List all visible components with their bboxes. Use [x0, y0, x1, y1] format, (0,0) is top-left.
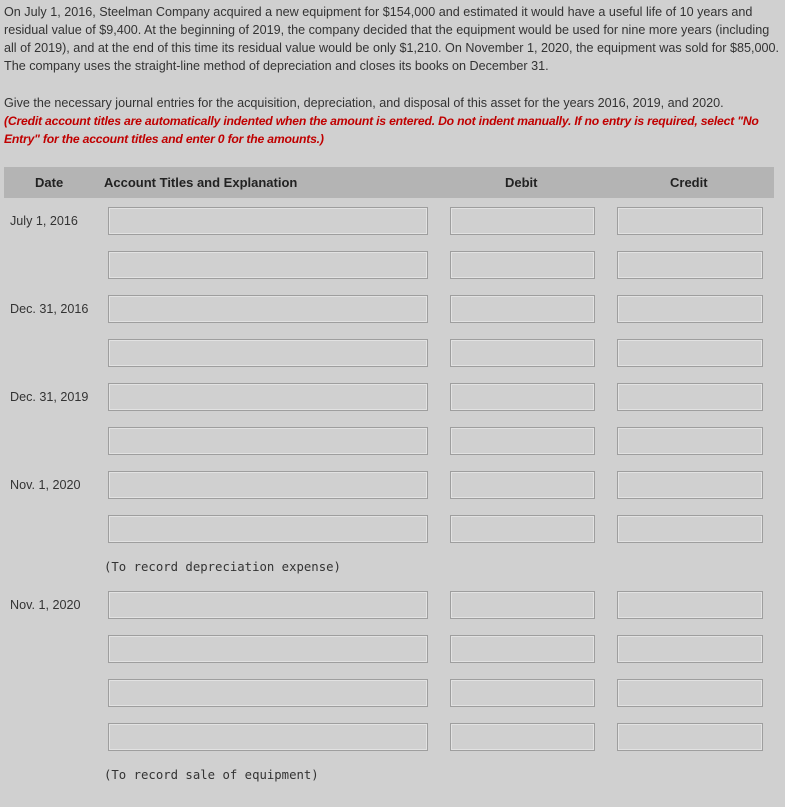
debit-input[interactable] [450, 635, 595, 663]
credit-input[interactable] [617, 515, 763, 543]
debit-input[interactable] [450, 427, 595, 455]
problem-statement: On July 1, 2016, Steelman Company acquired a new equipment for $154,000 and estimated it would have a useful life of 10 years and residual value of $9,400. At the beginning of 2019, the company decided that the equipment would be used for nine more years (including all of 2019), and at the end of this time its residual value would be only $1,210. On November 1, 2020, the equipment was sold for $85,000. The company uses the straight-line method of depreciation and closes its books on December 31. [4, 5, 779, 73]
account-title-input[interactable] [108, 515, 428, 543]
debit-input[interactable] [450, 251, 595, 279]
account-title-input[interactable] [108, 295, 428, 323]
entry-date: Dec. 31, 2016 [10, 302, 89, 316]
credit-input[interactable] [617, 679, 763, 707]
entry-date: Nov. 1, 2020 [10, 598, 81, 612]
header-credit: Credit [670, 175, 708, 190]
credit-input[interactable] [617, 591, 763, 619]
credit-input[interactable] [617, 427, 763, 455]
debit-input[interactable] [450, 207, 595, 235]
account-title-input[interactable] [108, 679, 428, 707]
credit-input[interactable] [617, 635, 763, 663]
account-title-input[interactable] [108, 591, 428, 619]
account-title-input[interactable] [108, 207, 428, 235]
table-header [4, 167, 774, 198]
debit-input[interactable] [450, 591, 595, 619]
entry-explanation: (To record sale of equipment) [104, 768, 319, 782]
credit-input[interactable] [617, 383, 763, 411]
account-title-input[interactable] [108, 723, 428, 751]
credit-input[interactable] [617, 471, 763, 499]
header-account-titles: Account Titles and Explanation [104, 175, 298, 190]
entry-date: Nov. 1, 2020 [10, 478, 81, 492]
header-debit: Debit [505, 175, 538, 190]
debit-input[interactable] [450, 723, 595, 751]
debit-input[interactable] [450, 515, 595, 543]
credit-input[interactable] [617, 339, 763, 367]
credit-input[interactable] [617, 251, 763, 279]
question-prompt: Give the necessary journal entries for the acquisition, depreciation, and disposal of this asset for the years 2016, 2019, and 2020. [4, 96, 724, 110]
entry-explanation: (To record depreciation expense) [104, 560, 341, 574]
debit-input[interactable] [450, 471, 595, 499]
debit-input[interactable] [450, 679, 595, 707]
debit-input[interactable] [450, 383, 595, 411]
account-title-input[interactable] [108, 339, 428, 367]
instructions: (Credit account titles are automatically indented when the amount is entered. Do not indent manually. If no entry is required, select "No Entry" for the account titles and enter 0 for the amounts.) [4, 114, 759, 146]
account-title-input[interactable] [108, 471, 428, 499]
debit-input[interactable] [450, 295, 595, 323]
account-title-input[interactable] [108, 251, 428, 279]
account-title-input[interactable] [108, 427, 428, 455]
credit-input[interactable] [617, 295, 763, 323]
entry-date: Dec. 31, 2019 [10, 390, 89, 404]
credit-input[interactable] [617, 207, 763, 235]
credit-input[interactable] [617, 723, 763, 751]
account-title-input[interactable] [108, 383, 428, 411]
account-title-input[interactable] [108, 635, 428, 663]
header-date: Date [35, 175, 64, 190]
entry-date: July 1, 2016 [10, 214, 78, 228]
debit-input[interactable] [450, 339, 595, 367]
